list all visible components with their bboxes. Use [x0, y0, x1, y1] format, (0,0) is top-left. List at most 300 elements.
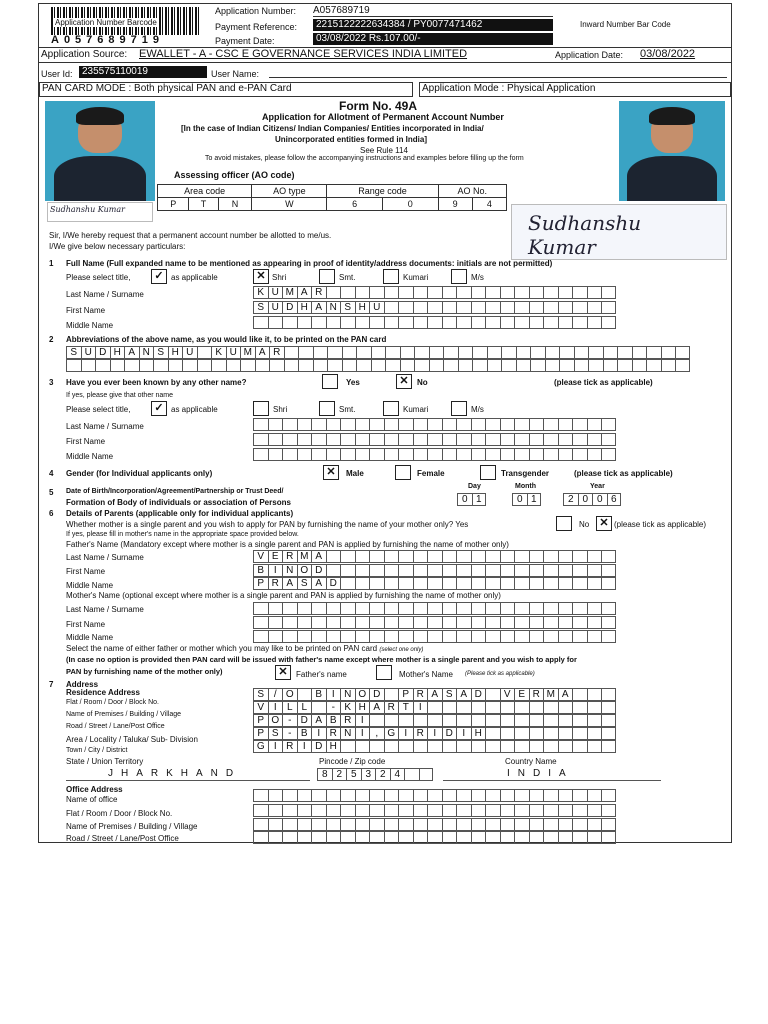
- char-cell: [485, 448, 500, 461]
- char-cell: [253, 316, 268, 329]
- char-cell: H: [326, 740, 341, 753]
- s7-office: Office Address: [66, 785, 123, 794]
- char-cell: S: [253, 688, 268, 701]
- char-cell: H: [297, 301, 312, 314]
- char-cell: [617, 359, 632, 372]
- char-cell: [572, 740, 587, 753]
- char-cell: [587, 418, 602, 431]
- char-cell: R: [529, 688, 544, 701]
- char-cell: [253, 804, 268, 817]
- s7-country-label: Country Name: [505, 757, 557, 766]
- s6-tick: (please tick as applicable): [614, 520, 707, 529]
- char-cell: [558, 301, 573, 314]
- char-cell: S: [66, 346, 81, 359]
- char-cell: 0: [457, 493, 472, 506]
- char-cell: [168, 359, 183, 372]
- s6-m-first-grid[interactable]: [253, 616, 616, 629]
- char-cell: [413, 714, 428, 727]
- s1-middle-grid[interactable]: [253, 316, 616, 329]
- s7-road-grid[interactable]: [253, 714, 616, 727]
- char-cell: [297, 448, 312, 461]
- char-cell: -: [282, 714, 297, 727]
- char-cell: [558, 564, 573, 577]
- char-cell: I: [326, 688, 341, 701]
- char-cell: [124, 359, 139, 372]
- s3-first-grid[interactable]: [253, 433, 616, 446]
- char-cell: K: [340, 701, 355, 714]
- char-cell: [355, 418, 370, 431]
- char-cell: [500, 550, 515, 563]
- char-cell: [311, 448, 326, 461]
- char-cell: 3: [361, 768, 376, 781]
- char-cell: [485, 630, 500, 643]
- char-cell: N: [326, 301, 341, 314]
- char-cell: [427, 831, 442, 844]
- char-cell: [572, 448, 587, 461]
- char-cell: [485, 616, 500, 629]
- char-cell: [558, 448, 573, 461]
- char-cell: [253, 818, 268, 831]
- s7-area-grid[interactable]: [253, 727, 616, 740]
- s3-smt-checkbox[interactable]: [319, 401, 335, 416]
- char-cell: [369, 286, 384, 299]
- char-cell: [558, 740, 573, 753]
- char-cell: [427, 602, 442, 615]
- char-cell: N: [282, 564, 297, 577]
- char-cell: I: [398, 727, 413, 740]
- char-cell: [456, 831, 471, 844]
- char-cell: [442, 630, 457, 643]
- s1-kumari-checkbox[interactable]: [383, 269, 399, 284]
- char-cell: [298, 346, 313, 359]
- char-cell: [398, 316, 413, 329]
- char-cell: [601, 286, 616, 299]
- char-cell: [601, 577, 616, 590]
- char-cell: [456, 701, 471, 714]
- char-cell: [587, 577, 602, 590]
- s1-num: 1: [49, 259, 54, 268]
- char-cell: D: [311, 740, 326, 753]
- s3-shri-checkbox[interactable]: [253, 401, 269, 416]
- char-cell: [413, 740, 428, 753]
- char-cell: [369, 564, 384, 577]
- char-cell: [413, 550, 428, 563]
- char-cell: S: [253, 301, 268, 314]
- char-cell: [632, 346, 647, 359]
- char-cell: [427, 714, 442, 727]
- char-cell: [456, 789, 471, 802]
- s3-as-app: as applicable: [171, 405, 218, 414]
- s7-town-grid[interactable]: [253, 740, 616, 753]
- char-cell: [543, 701, 558, 714]
- s7-o-road-label: Road / Street / Lane/Post Office: [66, 834, 179, 843]
- char-cell: [529, 550, 544, 563]
- char-cell: [253, 630, 268, 643]
- s1-smt-checkbox[interactable]: [319, 269, 335, 284]
- char-cell: [282, 818, 297, 831]
- s6-mothers-name: Mother's Name: [399, 670, 453, 679]
- char-cell: [153, 359, 168, 372]
- char-cell: [311, 789, 326, 802]
- char-cell: D: [369, 688, 384, 701]
- s3-middle-grid[interactable]: [253, 448, 616, 461]
- char-cell: [384, 831, 399, 844]
- char-cell: [311, 602, 326, 615]
- s7-office-name-grid[interactable]: [253, 789, 616, 802]
- char-cell: [340, 316, 355, 329]
- char-cell: [340, 740, 355, 753]
- s3-smt: Smt.: [339, 405, 356, 414]
- char-cell: [485, 831, 500, 844]
- char-cell: [601, 701, 616, 714]
- char-cell: [355, 577, 370, 590]
- char-cell: [384, 550, 399, 563]
- s6-f-first-label: First Name: [66, 567, 106, 576]
- char-cell: [384, 818, 399, 831]
- char-cell: [543, 818, 558, 831]
- s7-pin-grid[interactable]: [317, 768, 433, 781]
- char-cell: [661, 346, 676, 359]
- s6-select3: PAN by furnishing name of the mother only): [66, 667, 223, 676]
- char-cell: [226, 359, 241, 372]
- char-cell: [369, 714, 384, 727]
- s7-flat-grid[interactable]: [253, 688, 616, 701]
- char-cell: [558, 418, 573, 431]
- s5-month-label: Month: [515, 483, 536, 490]
- char-cell: [413, 818, 428, 831]
- char-cell: [529, 448, 544, 461]
- s6-mothers-name-checkbox[interactable]: [376, 665, 392, 680]
- s3-kumari-checkbox[interactable]: [383, 401, 399, 416]
- char-cell: [456, 602, 471, 615]
- s7-o-prem-grid[interactable]: [253, 818, 616, 831]
- char-cell: [340, 286, 355, 299]
- char-cell: [442, 701, 457, 714]
- char-cell: [355, 286, 370, 299]
- char-cell: [559, 346, 574, 359]
- s5-year-grid[interactable]: [563, 493, 621, 506]
- s3-yes-checkbox[interactable]: [322, 374, 338, 389]
- char-cell: [646, 346, 661, 359]
- char-cell: [558, 804, 573, 817]
- intro2: I/We give below necessary particulars:: [49, 242, 186, 251]
- char-cell: [66, 359, 81, 372]
- char-cell: [574, 359, 589, 372]
- char-cell: G: [253, 740, 268, 753]
- s7-prem-grid[interactable]: [253, 701, 616, 714]
- char-cell: [572, 727, 587, 740]
- s3-no: No: [417, 378, 428, 387]
- char-cell: [514, 714, 529, 727]
- char-cell: [558, 286, 573, 299]
- char-cell: [326, 550, 341, 563]
- char-cell: [356, 359, 371, 372]
- char-cell: [427, 789, 442, 802]
- char-cell: [485, 286, 500, 299]
- char-cell: [514, 789, 529, 802]
- char-cell: [427, 418, 442, 431]
- char-cell: [398, 418, 413, 431]
- char-cell: [529, 630, 544, 643]
- ao-code-table: Area code AO type Range code AO No. P T N W 6 0 9 4: [157, 184, 507, 211]
- char-cell: [384, 577, 399, 590]
- char-cell: [514, 577, 529, 590]
- char-cell: [413, 789, 428, 802]
- char-cell: [384, 286, 399, 299]
- char-cell: [398, 550, 413, 563]
- char-cell: [326, 818, 341, 831]
- char-cell: [587, 688, 602, 701]
- s6-m-last-label: Last Name / Surname: [66, 605, 144, 614]
- s1-ms-checkbox[interactable]: [451, 269, 467, 284]
- char-cell: [253, 616, 268, 629]
- char-cell: [514, 818, 529, 831]
- char-cell: [587, 701, 602, 714]
- s4-tick: (please tick as applicable): [574, 469, 673, 478]
- char-cell: [442, 789, 457, 802]
- char-cell: [398, 630, 413, 643]
- char-cell: [282, 630, 297, 643]
- char-cell: [311, 616, 326, 629]
- s6-f-first-grid[interactable]: [253, 564, 616, 577]
- char-cell: [442, 448, 457, 461]
- char-cell: [456, 550, 471, 563]
- s2-grid-2[interactable]: [66, 359, 690, 372]
- char-cell: A: [369, 701, 384, 714]
- s4-trans-checkbox[interactable]: [480, 465, 496, 480]
- char-cell: [427, 301, 442, 314]
- char-cell: [601, 818, 616, 831]
- form-sub2: [In the case of Indian Citizens/ Indian Companies/ Entities incorporated in India/: [181, 124, 484, 133]
- char-cell: S: [153, 346, 168, 359]
- char-cell: [340, 630, 355, 643]
- s6-yes-checkbox[interactable]: [556, 516, 572, 531]
- barcode-label: Application Number Barcode: [55, 18, 157, 27]
- char-cell: [297, 316, 312, 329]
- s3-ms-checkbox[interactable]: [451, 401, 467, 416]
- char-cell: [326, 564, 341, 577]
- char-cell: [340, 602, 355, 615]
- char-cell: B: [297, 727, 312, 740]
- char-cell: [458, 359, 473, 372]
- char-cell: [485, 714, 500, 727]
- char-cell: [355, 602, 370, 615]
- char-cell: [442, 831, 457, 844]
- s6-no: No: [579, 520, 590, 529]
- char-cell: [384, 804, 399, 817]
- char-cell: U: [268, 286, 283, 299]
- s4-female-checkbox[interactable]: [395, 465, 411, 480]
- char-cell: 0: [512, 493, 527, 506]
- char-cell: [282, 831, 297, 844]
- char-cell: [514, 630, 529, 643]
- s1-last-grid[interactable]: [253, 286, 616, 299]
- char-cell: D: [95, 346, 110, 359]
- applicant-photo-left: [45, 101, 155, 201]
- s1-kumari: Kumari: [403, 273, 429, 282]
- char-cell: [442, 804, 457, 817]
- char-cell: [543, 616, 558, 629]
- char-cell: [326, 286, 341, 299]
- char-cell: [601, 630, 616, 643]
- char-cell: [371, 359, 386, 372]
- s4-trans: Transgender: [501, 469, 550, 478]
- char-cell: [355, 630, 370, 643]
- char-cell: [427, 818, 442, 831]
- s7-o-flat-grid[interactable]: [253, 804, 616, 817]
- char-cell: [543, 602, 558, 615]
- s6-no-checkbox[interactable]: ✕: [596, 516, 612, 531]
- s3-middle-label: Middle Name: [66, 452, 114, 461]
- char-cell: [313, 359, 328, 372]
- char-cell: [601, 714, 616, 727]
- char-cell: D: [297, 714, 312, 727]
- char-cell: [485, 727, 500, 740]
- char-cell: I: [413, 701, 428, 714]
- s3-num: 3: [49, 378, 54, 387]
- char-cell: 2: [563, 493, 578, 506]
- char-cell: [572, 831, 587, 844]
- char-cell: A: [558, 688, 573, 701]
- char-cell: [572, 688, 587, 701]
- char-cell: [485, 789, 500, 802]
- char-cell: R: [340, 714, 355, 727]
- char-cell: P: [253, 577, 268, 590]
- s1-shri: Shri: [272, 273, 287, 282]
- char-cell: [456, 714, 471, 727]
- char-cell: H: [355, 301, 370, 314]
- s2-grid-1[interactable]: [66, 346, 690, 359]
- char-cell: 8: [317, 768, 332, 781]
- char-cell: [340, 577, 355, 590]
- s1-first-label: First Name: [66, 306, 106, 315]
- char-cell: [456, 577, 471, 590]
- char-cell: [559, 359, 574, 372]
- char-cell: [297, 831, 312, 844]
- char-cell: [355, 831, 370, 844]
- s5-month-grid[interactable]: [512, 493, 541, 506]
- char-cell: [601, 418, 616, 431]
- char-cell: [327, 359, 342, 372]
- s6-fathers-name-checkbox[interactable]: ✕: [275, 665, 291, 680]
- char-cell: [572, 714, 587, 727]
- char-cell: [587, 286, 602, 299]
- char-cell: [427, 550, 442, 563]
- s6-m-middle-grid[interactable]: [253, 630, 616, 643]
- char-cell: [543, 804, 558, 817]
- char-cell: [268, 818, 283, 831]
- char-cell: [500, 602, 515, 615]
- char-cell: [587, 789, 602, 802]
- char-cell: [500, 831, 515, 844]
- char-cell: [369, 602, 384, 615]
- char-cell: V: [500, 688, 515, 701]
- char-cell: [398, 448, 413, 461]
- barcode-text: A057689719: [51, 34, 165, 46]
- s6-f-middle-grid[interactable]: [253, 577, 616, 590]
- char-cell: [485, 740, 500, 753]
- char-cell: [413, 577, 428, 590]
- char-cell: [543, 550, 558, 563]
- s7-res: Residence Address: [66, 688, 140, 697]
- char-cell: D: [326, 577, 341, 590]
- char-cell: [340, 448, 355, 461]
- char-cell: [384, 714, 399, 727]
- char-cell: N: [139, 346, 154, 359]
- char-cell: [529, 433, 544, 446]
- char-cell: [398, 286, 413, 299]
- char-cell: [603, 346, 618, 359]
- s3-no-checkbox[interactable]: ✕: [396, 374, 412, 389]
- char-cell: M: [240, 346, 255, 359]
- char-cell: [529, 418, 544, 431]
- s2-num: 2: [49, 335, 54, 344]
- char-cell: [500, 316, 515, 329]
- s4-male-checkbox[interactable]: ✕: [323, 465, 339, 480]
- char-cell: [427, 316, 442, 329]
- s7-o-road-grid[interactable]: [253, 831, 616, 843]
- s6-ifyes: If yes, please fill in mother's name in the appropriate space provided below.: [66, 531, 299, 538]
- char-cell: [471, 789, 486, 802]
- s6-num: 6: [49, 509, 54, 518]
- s6-question: Whether mother is a single parent and you wish to apply for PAN by furnishing the name of your mother only? Yes: [66, 520, 469, 529]
- char-cell: [369, 418, 384, 431]
- char-cell: [414, 359, 429, 372]
- char-cell: [197, 346, 212, 359]
- s6-f-last-grid[interactable]: [253, 550, 616, 563]
- char-cell: [601, 316, 616, 329]
- char-cell: [414, 346, 429, 359]
- s3-last-grid[interactable]: [253, 418, 616, 431]
- char-cell: [675, 359, 690, 372]
- char-cell: L: [297, 701, 312, 714]
- char-cell: A: [456, 688, 471, 701]
- char-cell: [326, 316, 341, 329]
- char-cell: S: [442, 688, 457, 701]
- s7-flat-label: Flat / Room / Door / Block No.: [66, 699, 159, 706]
- char-cell: [81, 359, 96, 372]
- char-cell: [543, 433, 558, 446]
- user-name-label: User Name:: [211, 69, 260, 79]
- char-cell: O: [268, 714, 283, 727]
- s6-m-last-grid[interactable]: [253, 602, 616, 615]
- char-cell: [398, 831, 413, 844]
- char-cell: [253, 433, 268, 446]
- char-cell: [384, 448, 399, 461]
- char-cell: A: [311, 550, 326, 563]
- char-cell: [601, 550, 616, 563]
- s1-first-grid[interactable]: [253, 301, 616, 314]
- char-cell: O: [282, 688, 297, 701]
- char-cell: [298, 359, 313, 372]
- char-cell: A: [124, 346, 139, 359]
- s5-day-grid[interactable]: [457, 493, 486, 506]
- char-cell: [485, 818, 500, 831]
- char-cell: [456, 433, 471, 446]
- char-cell: [255, 359, 270, 372]
- s7-area-label: Area / Locality / Taluka/ Sub- Division: [66, 735, 198, 744]
- char-cell: [398, 804, 413, 817]
- char-cell: [471, 630, 486, 643]
- char-cell: [529, 301, 544, 314]
- char-cell: [400, 346, 415, 359]
- char-cell: [139, 359, 154, 372]
- char-cell: [601, 433, 616, 446]
- s1-shri-checkbox[interactable]: ✕: [253, 269, 269, 284]
- char-cell: [355, 616, 370, 629]
- char-cell: 1: [527, 493, 542, 506]
- char-cell: [442, 564, 457, 577]
